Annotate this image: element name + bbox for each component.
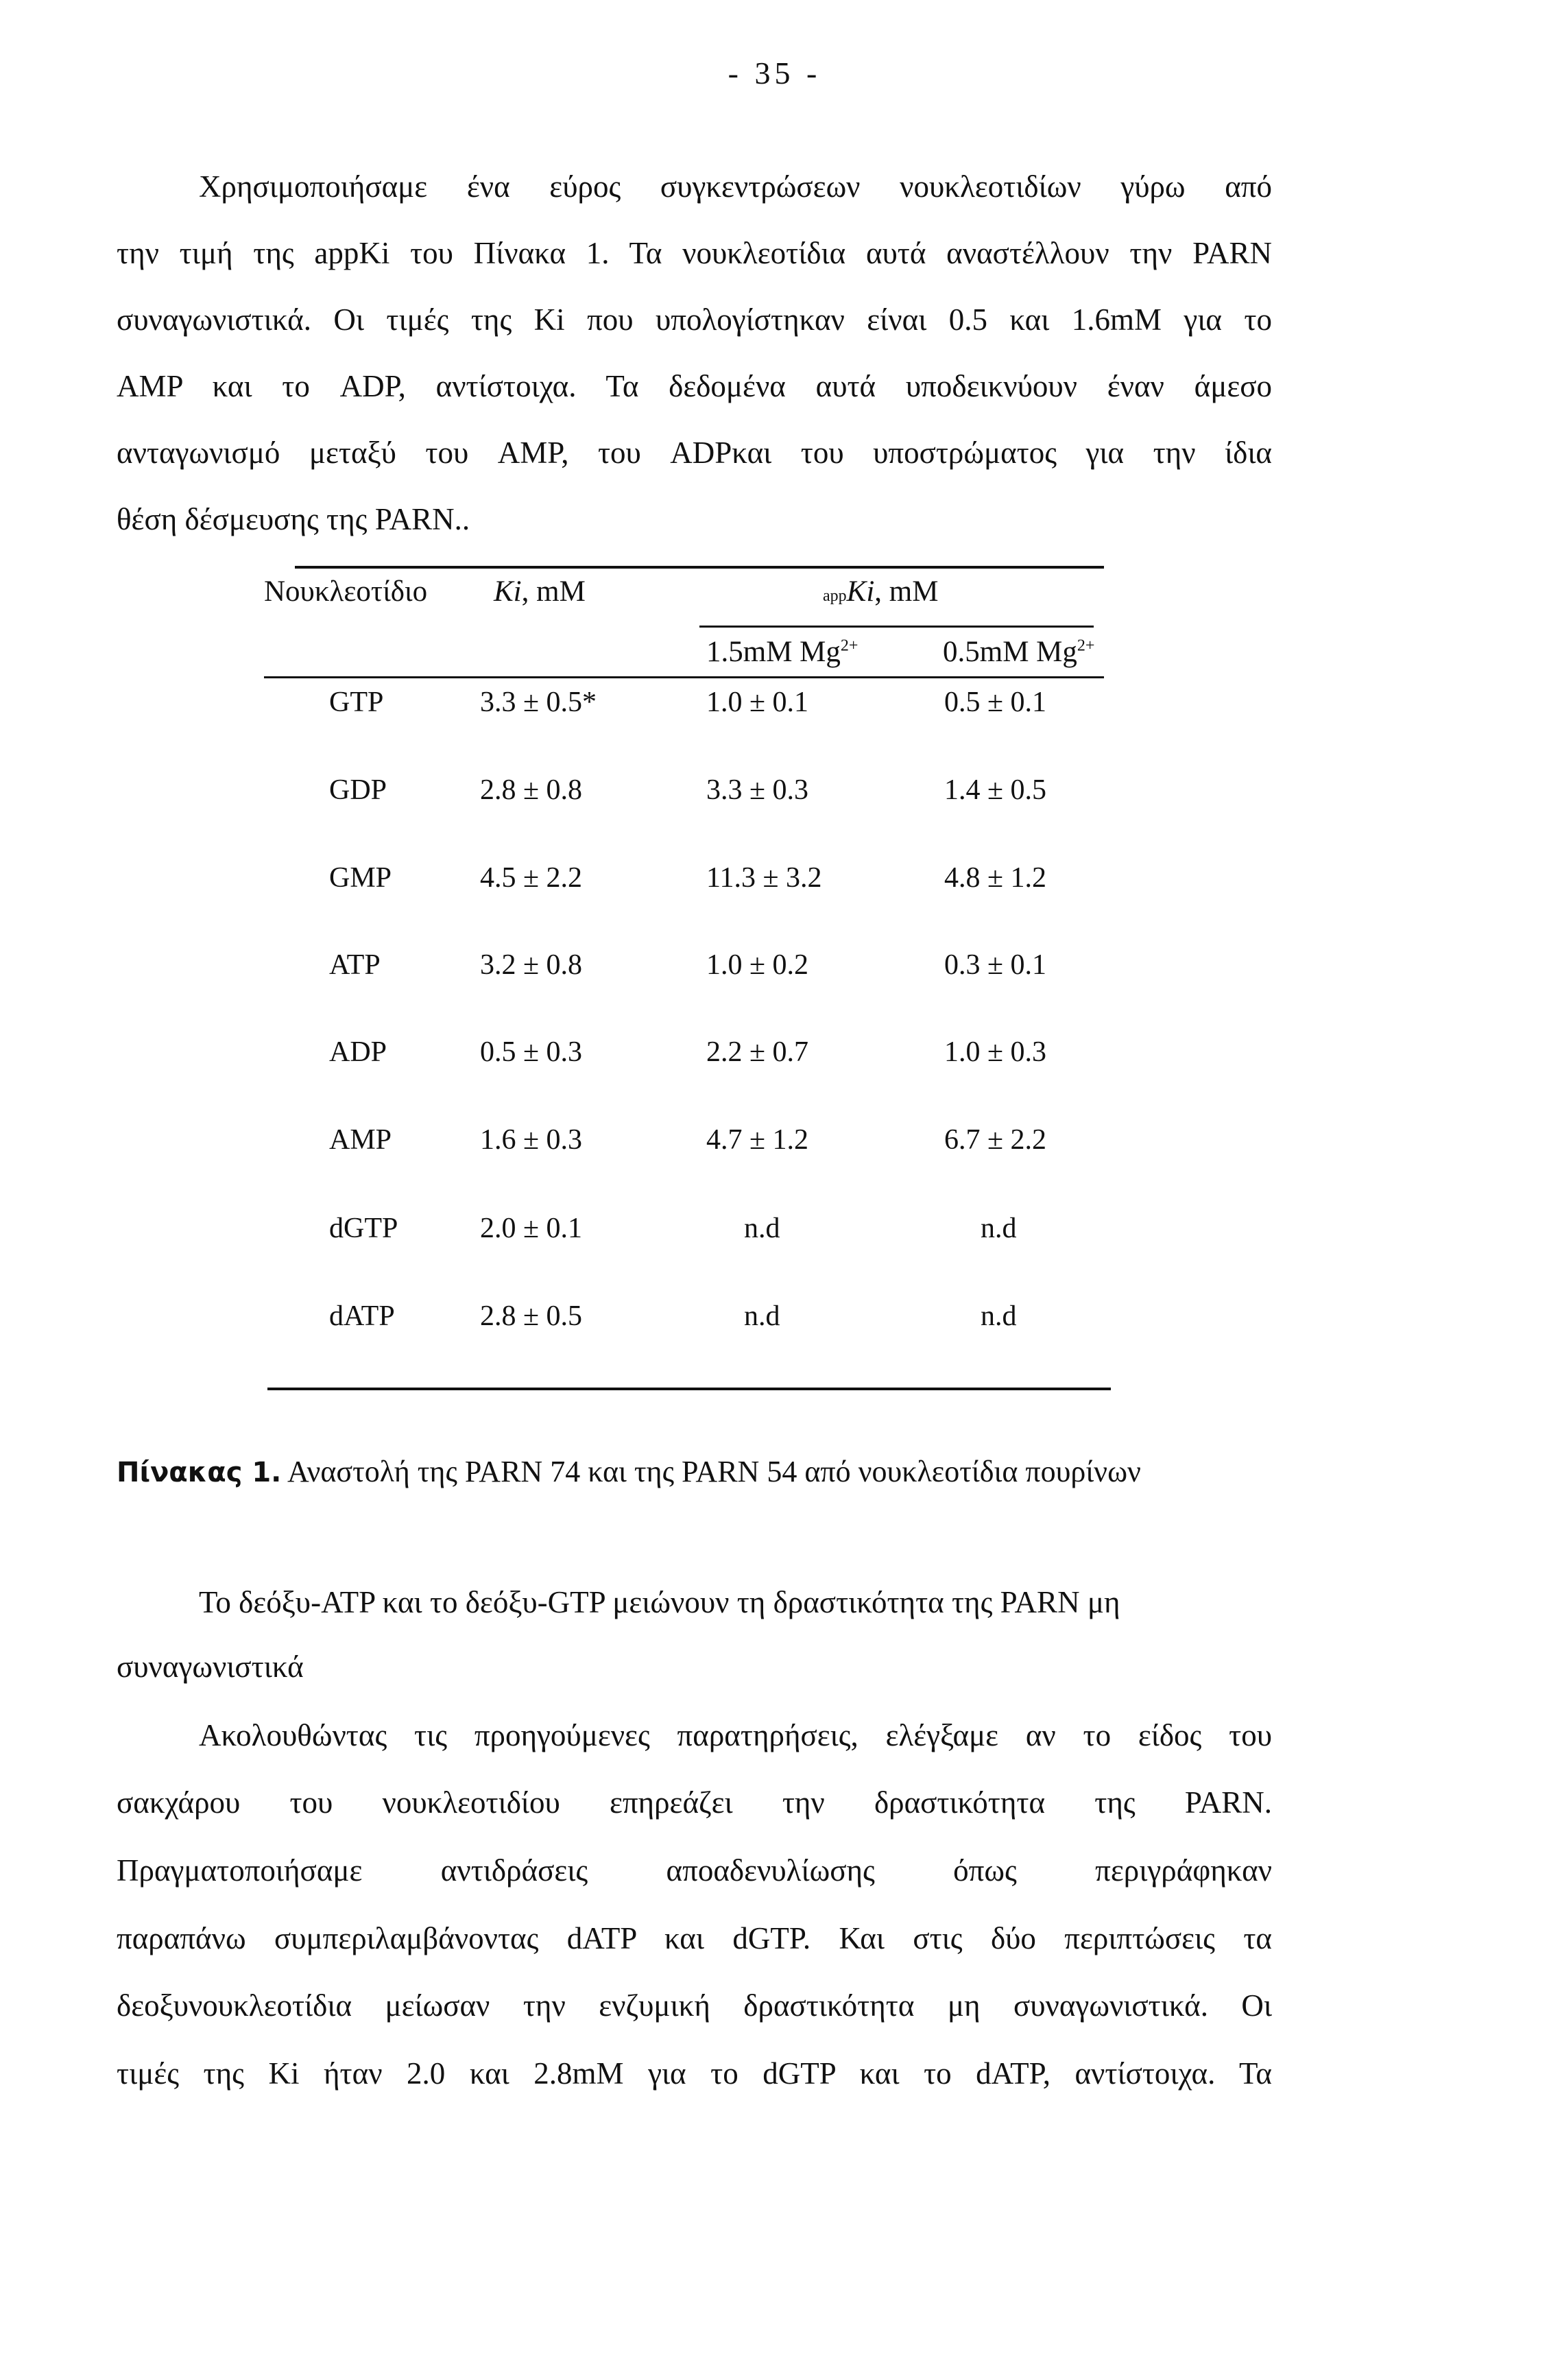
table-bottom-rule: [267, 1388, 1111, 1390]
cell-ki: 2.0 ± 0.1: [480, 1213, 583, 1244]
intro-line: Χρησιμοποιήσαμε ένα εύρος συγκεντρώσεων νουκλεοτιδίων γύρω από: [199, 169, 1272, 204]
cell-appki-1-5: 1.0 ± 0.1: [706, 687, 809, 718]
cell-nucleotide: ATP: [329, 949, 381, 981]
cell-ki: 3.2 ± 0.8: [480, 949, 583, 981]
cell-nucleotide: AMP: [329, 1124, 392, 1156]
cell-nucleotide: GDP: [329, 774, 387, 806]
cell-appki-0-5: 4.8 ± 1.2: [944, 862, 1047, 894]
appki-subheader-rule: [699, 626, 1094, 628]
cell-nucleotide: GTP: [329, 687, 384, 718]
cell-appki-1-5: 4.7 ± 1.2: [706, 1124, 809, 1156]
section-2-line: Πραγματοποιήσαμε αντιδράσεις αποαδενυλίωσης όπως περιγράφηκαν: [117, 1853, 1272, 1888]
intro-line: θέση δέσμευσης της PARN..: [117, 502, 470, 536]
cell-appki-0-5: 1.4 ± 0.5: [944, 774, 1047, 806]
cell-ki: 4.5 ± 2.2: [480, 862, 583, 894]
header-appki-0-5mm: 0.5mM $Mg^{2+}$: [943, 636, 1095, 668]
cell-appki-0-5: 0.3 ± 0.1: [944, 949, 1047, 981]
cell-appki-0-5: 6.7 ± 2.2: [944, 1124, 1047, 1156]
page-number: - 35 -: [728, 56, 821, 91]
cell-appki-1-5: 11.3 ± 3.2: [706, 862, 822, 894]
cell-nucleotide: GMP: [329, 862, 392, 894]
cell-appki-0-5: n.d: [981, 1213, 1017, 1244]
cell-nucleotide: dGTP: [329, 1213, 398, 1244]
caption-label: Πίνακας 1.: [117, 1457, 282, 1488]
header-appki: appKi, mM: [823, 575, 939, 608]
section-2-line: σακχάρου του νουκλεοτιδίου επηρεάζει την δραστικότητα της PARN.: [117, 1785, 1272, 1820]
cell-ki: 2.8 ± 0.5: [480, 1300, 583, 1332]
cell-appki-1-5: n.d: [744, 1300, 780, 1332]
cell-appki-1-5: 1.0 ± 0.2: [706, 949, 809, 981]
intro-line: ανταγωνισμό μεταξύ του AMP, του ADPκαι του υποστρώματος για την ίδια: [117, 436, 1272, 470]
cell-appki-1-5: 3.3 ± 0.3: [706, 774, 809, 806]
section-2-title-line: Το δεόξυ-ATP και το δεόξυ-GTP μειώνουν τη δραστικότητα της PARN μη: [199, 1585, 1120, 1619]
table-top-rule: [295, 566, 1104, 569]
header-appki-1-5mm: 1.5mM $Mg^{2+}$: [706, 636, 858, 668]
header-ki: Ki, mM: [494, 575, 586, 608]
table-header-rule: [264, 676, 1104, 678]
section-2-line: δεοξυνουκλεοτίδια μείωσαν την ενζυμική δραστικότητα μη συναγωνιστικά. Οι: [117, 1988, 1272, 2023]
cell-ki: 2.8 ± 0.8: [480, 774, 583, 806]
caption-text: Αναστολή της PARN 74 και της PARN 54 από νουκλεοτίδια πουρίνων: [287, 1455, 1141, 1488]
intro-line: την τιμή της appKi του Πίνακα 1. Τα νουκλεοτίδια αυτά αναστέλλουν την PARN: [117, 236, 1272, 270]
cell-appki-1-5: n.d: [744, 1213, 780, 1244]
cell-appki-0-5: n.d: [981, 1300, 1017, 1332]
cell-nucleotide: ADP: [329, 1036, 387, 1068]
intro-line: συναγωνιστικά. Οι τιμές της Ki που υπολογίστηκαν είναι 0.5 και 1.6mM για το: [117, 302, 1272, 337]
cell-appki-0-5: 1.0 ± 0.3: [944, 1036, 1047, 1068]
cell-appki-0-5: 0.5 ± 0.1: [944, 687, 1047, 718]
section-2-line: Ακολουθώντας τις προηγούμενες παρατηρήσεις, ελέγξαμε αν το είδος του: [199, 1718, 1272, 1752]
cell-ki: 0.5 ± 0.3: [480, 1036, 583, 1068]
intro-line: AMP και το ADP, αντίστοιχα. Τα δεδομένα αυτά υποδεικνύουν έναν άμεσο: [117, 369, 1272, 403]
cell-ki: 1.6 ± 0.3: [480, 1124, 583, 1156]
section-2-line: τιμές της Ki ήταν 2.0 και 2.8mM για το dGTP και το dATP, αντίστοιχα. Τα: [117, 2056, 1272, 2091]
header-nucleotide: Νουκλεοτίδιο: [264, 575, 428, 608]
table-caption: [117, 1454, 1141, 1489]
section-2-line: παραπάνω συμπεριλαμβάνοντας dATP και dGTP. Και στις δύο περιπτώσεις τα: [117, 1921, 1272, 1955]
cell-appki-1-5: 2.2 ± 0.7: [706, 1036, 809, 1068]
section-2-title-line: συναγωνιστικά: [117, 1650, 304, 1684]
cell-nucleotide: dATP: [329, 1300, 395, 1332]
cell-ki: 3.3 ± 0.5*: [480, 687, 597, 718]
